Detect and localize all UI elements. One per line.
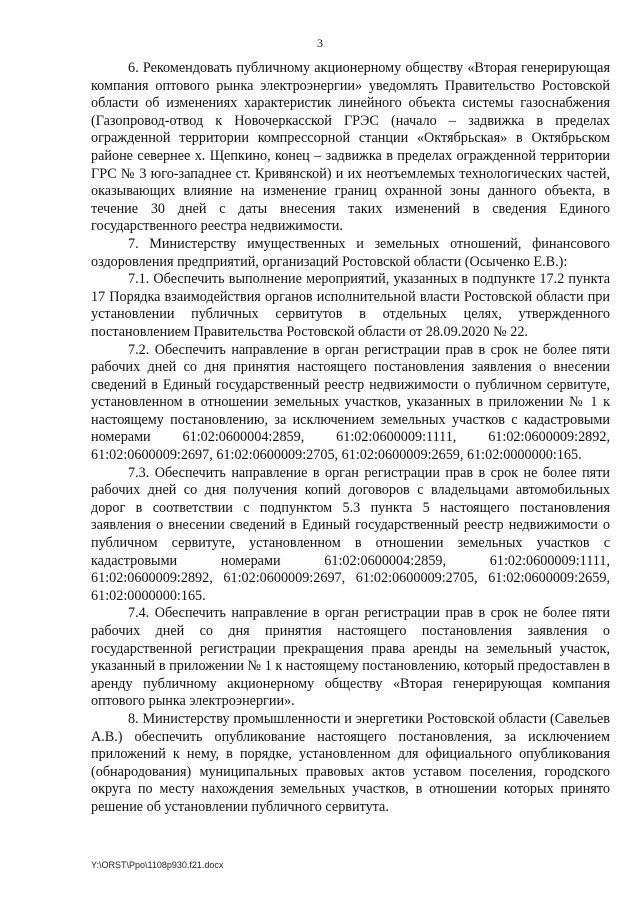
- paragraph-7-1: 7.1. Обеспечить выполнение мероприятий, указанных в подпункте 17.2 пункта 17 Порядка взаимодействия органов исполнительной власти Ростовской области при установлении публичных сервитутов в отдельных целях, утвержденного постановлением Правительства Ростовской области от 28.09.2020 № 22.: [91, 271, 610, 340]
- paragraph-7-4: 7.4. Обеспечить направление в орган регистрации прав в срок не более пяти рабочих дней со дня принятия настоящего постановления заявления о государственной регистрации прекращения права аренды на земельный участок, указанный в приложении № 1 к настоящему постановлению, который предоставлен в аренду публичному акционерному обществу «Вторая генерирующая компания оптового рынка электроэнергии».: [91, 605, 610, 710]
- paragraph-7-2: 7.2. Обеспечить направление в орган регистрации прав в срок не более пяти рабочих дней со дня принятия настоящего постановления заявления о внесении сведений в Единый государственный реестр недвижимости о публичном сервитуте, установленном в отношении земельных участков, указанных в приложении № 1 к настоящему постановлению, за исключением земельных участков с кадастровыми номерами 61:02:0600004:2859, 61:02:0600009:1111, 61:02:0600009:2892, 61:02:0600009:2697, 61:02:0600009:2705, 61:02:0600009:2659, 61:02:0000000:165.: [91, 341, 610, 464]
- paragraph-7-3: 7.3. Обеспечить направление в орган регистрации прав в срок не более пяти рабочих дней со дня получения копий договоров с владельцами автомобильных дорог в соответствии с подпунктом 5.3 пункта 5 настоящего постановления заявления о внесении сведений в Единый государственный реестр недвижимости о публичном сервитуте, установленном в отношении земельных участков с кадастровыми номерами 61:02:0600004:2859, 61:02:0600009:1111, 61:02:0600009:2892, 61:02:0600009:2697, 61:02:0600009:2705, 61:02:0600009:2659, 61:02:0000000:165.: [91, 464, 610, 604]
- document-body: [91, 60, 610, 817]
- paragraph-6: 6. Рекомендовать публичному акционерному обществу «Вторая генерирующая компания оптового рынка электроэнергии» уведомлять Правительство Ростовской области об изменениях характеристик линейного объекта системы газоснабжения (Газопровод-отвод к Новочеркасской ГРЭС (начало – задвижка в пределах огражденной территории компрессорной станции «Октябрьская» в Октябрьском районе севернее х. Щепкино, конец – задвижка в пределах огражденной территории ГРС № 3 юго-западнее ст. Кривянской) и их неотъемлемых технологических частей, оказывающих влияние на изменение границ охранной зоны данного объекта, в течение 30 дней с даты внесения таких изменений в сведения Единого государственного реестра недвижимости.: [91, 60, 610, 235]
- paragraph-7: 7. Министерству имущественных и земельных отношений, финансового оздоровления предприятий, организаций Ростовской области (Осыченко Е.В.):: [91, 235, 610, 270]
- footer-file-path: Y:\ORST\Ppo\1108p930.f21.docx: [91, 860, 224, 870]
- page-number: 3: [317, 36, 323, 50]
- paragraph-8: 8. Министерству промышленности и энергетики Ростовской области (Савельев А.В.) обеспечить опубликование настоящего постановления, за исключением приложений к нему, в порядке, установленном для официального опубликования (обнародования) муниципальных правовых актов уставом поселения, городского округа по месту нахождения земельных участков, в отношении которых принято решение об установлении публичного сервитута.: [91, 710, 610, 815]
